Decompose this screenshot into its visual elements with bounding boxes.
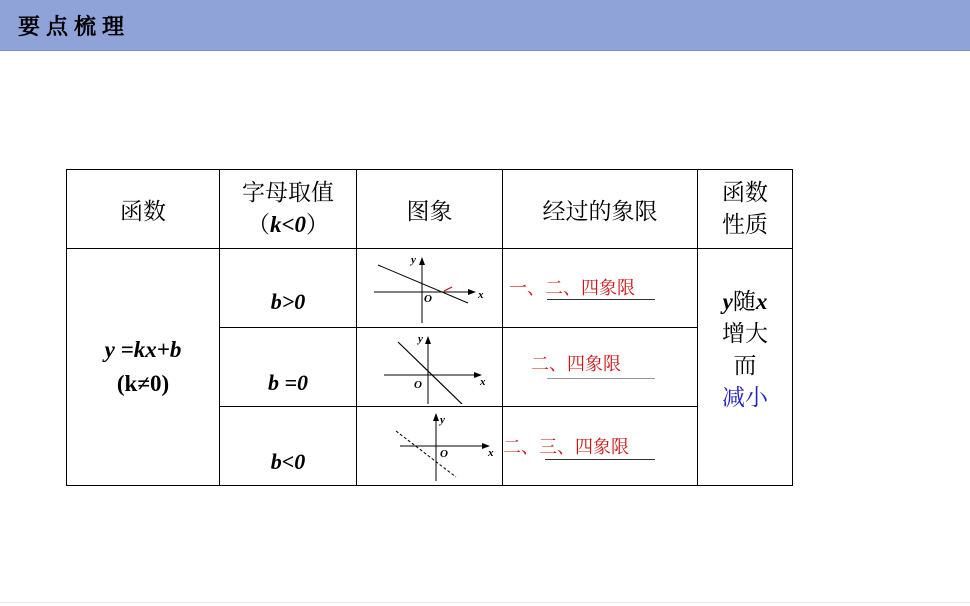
- table-row: [67, 249, 793, 328]
- property-spacer: [698, 414, 792, 448]
- answer-underline: [547, 299, 655, 300]
- header-quadrants: [503, 170, 698, 249]
- prop-x: x: [755, 289, 768, 314]
- graph-cell: [357, 249, 503, 328]
- property-line2: 增大: [722, 321, 768, 347]
- y-arrow: [419, 257, 425, 265]
- quadrant-text: 二、三、四象限: [503, 437, 629, 458]
- header-letter-value: [220, 170, 357, 249]
- table-header-row: [67, 170, 793, 249]
- x-label: x: [477, 289, 483, 301]
- x-label: x: [479, 376, 485, 388]
- header-quadrants-label: 经过的象限: [542, 198, 658, 225]
- x-label: x: [487, 447, 493, 459]
- b-value: b<0: [270, 449, 306, 474]
- quadrant-cell: [503, 328, 698, 407]
- b-value-cell: [220, 249, 357, 328]
- property-line4: 减小: [722, 385, 768, 411]
- header-letter-line2: [220, 209, 356, 241]
- function-formula: y =kx+b: [104, 337, 182, 362]
- answer-underline: [547, 378, 655, 379]
- function-line: [398, 342, 462, 404]
- function-condition: (k≠0): [116, 371, 170, 396]
- quadrant-cell: [503, 249, 698, 328]
- header-property-line1: 函数: [722, 180, 768, 206]
- linear-function-table: [66, 169, 793, 486]
- y-arrow: [425, 336, 431, 344]
- prop-y: y: [722, 289, 733, 314]
- header-graph: [357, 170, 503, 249]
- bottom-divider: [0, 602, 970, 603]
- graph-b-zero: [360, 330, 500, 404]
- header-letter-line1: 字母取值: [242, 180, 334, 206]
- origin-label: O: [423, 293, 432, 305]
- x-arrow: [468, 289, 476, 295]
- graph-cell: [357, 407, 503, 486]
- prop-sui: 随: [732, 289, 756, 315]
- page-title: 要点梳理: [18, 14, 131, 40]
- quadrant-text: 一、二、四象限: [509, 278, 635, 299]
- header-function: [67, 170, 220, 249]
- graph-b-negative: [360, 409, 500, 483]
- property-line3: 而: [733, 353, 757, 379]
- b-value: b>0: [270, 289, 306, 314]
- header-graph-label: 图象: [406, 198, 453, 225]
- origin-label: O: [439, 448, 448, 460]
- y-label: y: [417, 333, 423, 345]
- y-label: y: [410, 254, 416, 266]
- quadrant-text: 二、四象限: [531, 354, 621, 375]
- function-cell: [67, 249, 220, 486]
- y-arrow: [433, 413, 439, 421]
- k-less-than-zero: k<0: [269, 212, 307, 237]
- red-mark: [444, 287, 452, 291]
- property-cell: [698, 249, 793, 486]
- paren-close: ）: [306, 212, 330, 238]
- b-value-cell: [220, 328, 357, 407]
- function-line: [378, 265, 468, 303]
- graph-b-positive: [360, 251, 500, 325]
- answer-underline: [545, 459, 655, 460]
- b-value: b =0: [267, 370, 309, 395]
- quadrant-cell: [503, 407, 698, 486]
- header-property: [698, 170, 793, 249]
- header-function-label: 函数: [120, 198, 166, 225]
- b-value-cell: [220, 407, 357, 486]
- y-label: y: [439, 414, 445, 426]
- header-bar: [0, 0, 970, 51]
- property-line1: [698, 286, 792, 318]
- paren-open: （: [246, 212, 270, 238]
- graph-cell: [357, 328, 503, 407]
- header-property-line2: 性质: [722, 212, 768, 238]
- origin-label: O: [413, 379, 422, 391]
